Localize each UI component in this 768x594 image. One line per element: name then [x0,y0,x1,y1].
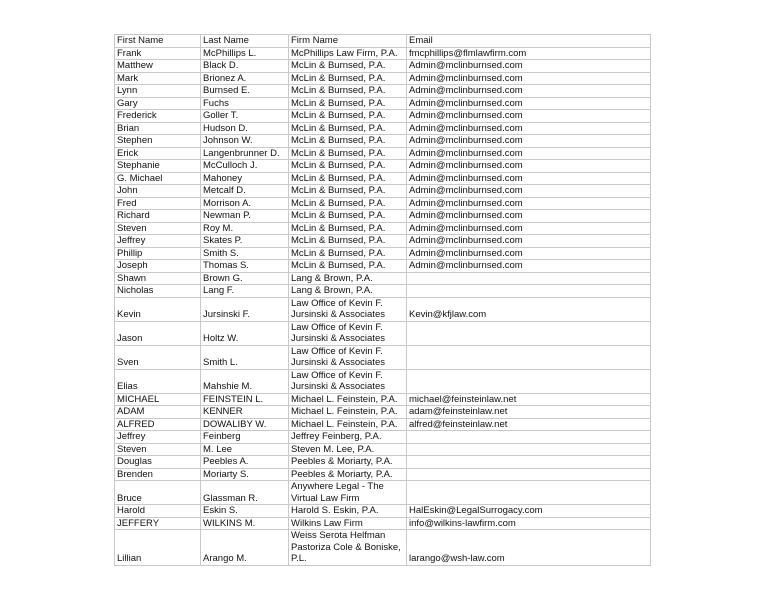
cell-email[interactable]: Admin@mclinburnsed.com [407,172,651,185]
cell-first-name[interactable]: Jason [115,321,201,345]
cell-firm-name[interactable] [289,122,407,135]
cell-email[interactable]: Admin@mclinburnsed.com [407,185,651,198]
cell-email[interactable]: HalEskin@LegalSurrogacy.com [407,505,651,518]
firm-name-line: Jursinski & Associates [291,333,385,344]
header-firm-name[interactable]: Firm Name [289,35,407,48]
cell-email[interactable]: Admin@mclinburnsed.com [407,60,651,73]
table-row [115,285,651,298]
cell-first-name[interactable]: Joseph [115,260,201,273]
table-row [115,60,651,73]
firm-name-line: McLin & Burnsed, P.A. [291,135,386,146]
firm-name-line: Law Office of Kevin F. [291,345,383,357]
cell-email[interactable]: Admin@mclinburnsed.com [407,147,651,160]
table-row [115,418,651,431]
cell-email[interactable]: michael@feinsteinlaw.net [407,393,651,406]
firm-name-line: McLin & Burnsed, P.A. [291,260,386,271]
cell-first-name[interactable]: Steven [115,222,201,235]
cell-first-name[interactable]: Frederick [115,110,201,123]
cell-firm-name[interactable] [289,110,407,123]
cell-firm-name[interactable] [289,222,407,235]
firm-name-line: McPhillips Law Firm, P.A. [291,47,398,59]
cell-firm-name[interactable] [289,456,407,469]
cell-email[interactable]: Admin@mclinburnsed.com [407,85,651,98]
firm-name-line: Anywhere Legal - The [291,481,384,492]
cell-last-name[interactable]: Holtz W. [201,321,289,345]
cell-firm-name[interactable] [289,406,407,419]
cell-first-name[interactable]: Kevin [115,297,201,321]
cell-firm-name[interactable] [289,160,407,173]
cell-last-name[interactable]: McCulloch J. [201,160,289,173]
table-row [115,122,651,135]
cell-last-name[interactable]: Feinberg [201,431,289,444]
table-row [115,210,651,223]
cell-email[interactable]: adam@feinsteinlaw.net [407,406,651,419]
cell-last-name[interactable]: Smith S. [201,247,289,260]
cell-email[interactable] [407,321,651,345]
cell-first-name[interactable]: Steven [115,443,201,456]
cell-first-name[interactable]: Bruce [115,481,201,505]
cell-firm-name[interactable] [289,85,407,98]
cell-last-name[interactable]: Hudson D. [201,122,289,135]
cell-email[interactable]: Admin@mclinburnsed.com [407,97,651,110]
cell-email[interactable]: fmcphillips@flmlawfirm.com [407,47,651,60]
firm-name-line: Law Office of Kevin F. [291,369,383,381]
table-row [115,481,651,505]
cell-first-name[interactable]: Phillip [115,247,201,260]
table-row [115,172,651,185]
firm-name-line: Law Office of Kevin F. [291,297,383,309]
cell-last-name[interactable]: Smith L. [201,345,289,369]
cell-firm-name[interactable] [289,185,407,198]
cell-first-name[interactable]: Lillian [115,530,201,566]
cell-firm-name[interactable] [289,530,407,566]
cell-firm-name[interactable] [289,285,407,298]
cell-first-name[interactable]: Jeffrey [115,431,201,444]
cell-last-name[interactable]: Jursinski F. [201,297,289,321]
cell-firm-name[interactable] [289,97,407,110]
cell-firm-name[interactable] [289,345,407,369]
firm-name-line: McLin & Burnsed, P.A. [291,97,386,109]
firm-name-line: McLin & Burnsed, P.A. [291,85,386,96]
cell-first-name[interactable]: Brenden [115,468,201,481]
cell-firm-name[interactable] [289,47,407,60]
cell-firm-name[interactable] [289,172,407,185]
cell-last-name[interactable]: DOWALIBY W. [201,418,289,431]
firm-name-line: Michael L. Feinstein, P.A. [291,406,398,417]
cell-email[interactable] [407,481,651,505]
cell-firm-name[interactable] [289,443,407,456]
table-row [115,406,651,419]
cell-firm-name[interactable] [289,210,407,223]
table-row [115,297,651,321]
firm-name-line: Jursinski & Associates [291,357,385,368]
cell-firm-name[interactable] [289,321,407,345]
firm-name-line: Steven M. Lee, P.A. [291,443,375,455]
table-row [115,110,651,123]
table-row [115,468,651,481]
cell-first-name[interactable]: Stephen [115,135,201,148]
cell-email[interactable]: larango@wsh-law.com [407,530,651,566]
cell-first-name[interactable]: Gary [115,97,201,110]
firm-name-line: Wilkins Law Firm [291,517,363,529]
table-row [115,456,651,469]
cell-first-name[interactable]: ALFRED [115,418,201,431]
firm-name-line: McLin & Burnsed, P.A. [291,110,386,121]
firm-name-line: Michael L. Feinstein, P.A. [291,393,398,405]
firm-name-line: Lang & Brown, P.A. [291,272,373,284]
cell-email[interactable] [407,369,651,393]
cell-email[interactable] [407,345,651,369]
cell-email[interactable]: Admin@mclinburnsed.com [407,222,651,235]
cell-firm-name[interactable] [289,247,407,260]
table-row [115,321,651,345]
cell-first-name[interactable]: Brian [115,122,201,135]
cell-first-name[interactable]: Stephanie [115,160,201,173]
cell-last-name[interactable]: Fuchs [201,97,289,110]
firm-name-line: McLin & Burnsed, P.A. [291,60,386,71]
cell-firm-name[interactable] [289,297,407,321]
cell-firm-name[interactable] [289,431,407,444]
cell-last-name[interactable]: Johnson W. [201,135,289,148]
table-row [115,147,651,160]
table-row [115,97,651,110]
cell-first-name[interactable]: ADAM [115,406,201,419]
header-email[interactable]: Email [407,35,651,48]
cell-email[interactable]: Admin@mclinburnsed.com [407,72,651,85]
header-row [115,35,651,48]
cell-last-name[interactable]: Roy M. [201,222,289,235]
cell-first-name[interactable]: Douglas [115,456,201,469]
cell-first-name[interactable]: Fred [115,197,201,210]
firm-name-line: McLin & Burnsed, P.A. [291,185,386,196]
cell-email[interactable]: Admin@mclinburnsed.com [407,197,651,210]
cell-firm-name[interactable] [289,135,407,148]
cell-last-name[interactable]: Burnsed E. [201,85,289,98]
cell-firm-name[interactable] [289,505,407,518]
firm-name-line: Michael L. Feinstein, P.A. [291,418,398,430]
cell-last-name[interactable]: Brionez A. [201,72,289,85]
firm-name-line: Harold S. Eskin, P.A. [291,505,379,516]
cell-last-name[interactable]: M. Lee [201,443,289,456]
cell-last-name[interactable]: Metcalf D. [201,185,289,198]
cell-email[interactable]: Admin@mclinburnsed.com [407,110,651,123]
cell-email[interactable]: Admin@mclinburnsed.com [407,135,651,148]
table-row [115,530,651,566]
cell-last-name[interactable]: Mahshie M. [201,369,289,393]
cell-first-name[interactable]: Matthew [115,60,201,73]
table-row [115,369,651,393]
cell-last-name[interactable]: KENNER [201,406,289,419]
cell-last-name[interactable]: Lang F. [201,285,289,298]
cell-last-name[interactable]: Langenbrunner D. [201,147,289,160]
cell-last-name[interactable]: Glassman R. [201,481,289,505]
cell-firm-name[interactable] [289,369,407,393]
table-row [115,235,651,248]
header-first-name[interactable]: First Name [115,35,201,48]
cell-firm-name[interactable] [289,235,407,248]
header-last-name[interactable]: Last Name [201,35,289,48]
table-row [115,160,651,173]
table-row [115,345,651,369]
firm-name-line: McLin & Burnsed, P.A. [291,160,386,171]
cell-email[interactable] [407,285,651,298]
cell-email[interactable] [407,456,651,469]
firm-name-line: Peebles & Moriarty, P.A. [291,456,393,467]
cell-email[interactable] [407,272,651,285]
table-row [115,443,651,456]
cell-email[interactable]: Admin@mclinburnsed.com [407,260,651,273]
table-row [115,222,651,235]
cell-first-name[interactable]: Lynn [115,85,201,98]
firm-name-line: McLin & Burnsed, P.A. [291,72,386,84]
table-row [115,72,651,85]
cell-last-name[interactable]: Moriarty S. [201,468,289,481]
cell-email[interactable]: Admin@mclinburnsed.com [407,247,651,260]
cell-firm-name[interactable] [289,481,407,505]
cell-firm-name[interactable] [289,517,407,530]
cell-last-name[interactable]: Newman P. [201,210,289,223]
cell-first-name[interactable]: Nicholas [115,285,201,298]
contacts-table [114,34,651,566]
firm-name-line: McLin & Burnsed, P.A. [291,235,386,246]
cell-firm-name[interactable] [289,60,407,73]
table-row [115,185,651,198]
cell-firm-name[interactable] [289,418,407,431]
cell-firm-name[interactable] [289,147,407,160]
cell-first-name[interactable]: Shawn [115,272,201,285]
table-row [115,197,651,210]
cell-last-name[interactable]: WILKINS M. [201,517,289,530]
cell-last-name[interactable]: Peebles A. [201,456,289,469]
cell-email[interactable]: Admin@mclinburnsed.com [407,122,651,135]
table-row [115,135,651,148]
cell-last-name[interactable]: Brown G. [201,272,289,285]
firm-name-line: McLin & Burnsed, P.A. [291,147,386,159]
table-row [115,47,651,60]
firm-name-line: Law Office of Kevin F. [291,321,383,333]
cell-first-name[interactable]: Harold [115,505,201,518]
firm-name-line: Pastoriza Cole & Boniske, [291,541,401,553]
firm-name-line: McLin & Burnsed, P.A. [291,222,386,234]
cell-last-name[interactable]: Eskin S. [201,505,289,518]
table-row [115,272,651,285]
cell-last-name[interactable]: Goller T. [201,110,289,123]
cell-firm-name[interactable] [289,272,407,285]
cell-first-name[interactable]: Mark [115,72,201,85]
table-row [115,393,651,406]
table-row [115,517,651,530]
cell-email[interactable]: Admin@mclinburnsed.com [407,210,651,223]
cell-email[interactable]: Admin@mclinburnsed.com [407,235,651,248]
cell-last-name[interactable]: Arango M. [201,530,289,566]
cell-email[interactable]: Kevin@kfjlaw.com [407,297,651,321]
cell-firm-name[interactable] [289,393,407,406]
cell-firm-name[interactable] [289,468,407,481]
cell-last-name[interactable]: McPhillips L. [201,47,289,60]
firm-name-line: McLin & Burnsed, P.A. [291,172,386,184]
table-row [115,431,651,444]
cell-first-name[interactable]: Jeffrey [115,235,201,248]
firm-name-line: Jeffrey Feinberg, P.A. [291,431,382,442]
firm-name-line: McLin & Burnsed, P.A. [291,197,386,209]
cell-first-name[interactable]: JEFFERY [115,517,201,530]
firm-name-line: Peebles & Moriarty, P.A. [291,468,393,480]
cell-last-name[interactable]: Mahoney [201,172,289,185]
cell-email[interactable]: alfred@feinsteinlaw.net [407,418,651,431]
cell-last-name[interactable]: Morrison A. [201,197,289,210]
cell-email[interactable]: info@wilkins-lawfirm.com [407,517,651,530]
cell-email[interactable] [407,468,651,481]
cell-last-name[interactable]: FEINSTEIN L. [201,393,289,406]
cell-last-name[interactable]: Skates P. [201,235,289,248]
firm-name-line: P.L. [291,553,307,564]
cell-first-name[interactable]: G. Michael [115,172,201,185]
firm-name-line: McLin & Burnsed, P.A. [291,122,386,134]
cell-firm-name[interactable] [289,72,407,85]
firm-name-line: McLin & Burnsed, P.A. [291,210,386,221]
cell-first-name[interactable]: MICHAEL [115,393,201,406]
cell-last-name[interactable]: Black D. [201,60,289,73]
cell-firm-name[interactable] [289,197,407,210]
cell-first-name[interactable]: Frank [115,47,201,60]
cell-first-name[interactable]: Sven [115,345,201,369]
firm-name-line: Weiss Serota Helfman [291,530,386,541]
cell-email[interactable] [407,443,651,456]
cell-firm-name[interactable] [289,260,407,273]
cell-first-name[interactable]: Elias [115,369,201,393]
cell-email[interactable]: Admin@mclinburnsed.com [407,160,651,173]
firm-name-line: Lang & Brown, P.A. [291,285,373,296]
cell-last-name[interactable]: Thomas S. [201,260,289,273]
cell-first-name[interactable]: John [115,185,201,198]
cell-first-name[interactable]: Erick [115,147,201,160]
table-row [115,260,651,273]
firm-name-line: Jursinski & Associates [291,309,385,320]
firm-name-line: Jursinski & Associates [291,381,385,392]
table-row [115,247,651,260]
cell-first-name[interactable]: Richard [115,210,201,223]
firm-name-line: Virtual Law Firm [291,492,360,504]
table-row [115,505,651,518]
table-row [115,85,651,98]
cell-email[interactable] [407,431,651,444]
firm-name-line: McLin & Burnsed, P.A. [291,247,386,259]
